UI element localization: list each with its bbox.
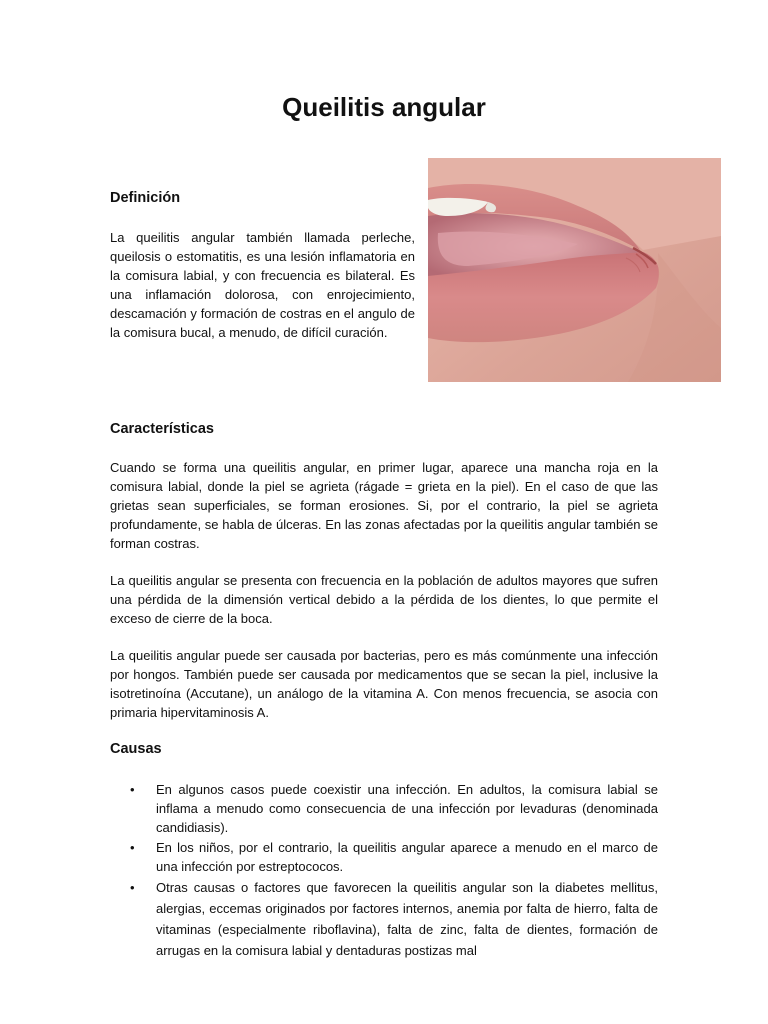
list-item-text: En los niños, por el contrario, la queilitis angular aparece a menudo en el marco de una infección por estreptococos.	[156, 840, 658, 874]
heading-definicion: Definición	[110, 190, 181, 206]
list-item	[110, 780, 658, 837]
bullet-icon: •	[130, 782, 135, 797]
lip-photo	[428, 158, 721, 382]
definicion-paragraph: La queilitis angular también llamada perleche, queilosis o estomatitis, es una lesión inflamatoria en la comisura labial, y con frecuencia es bilateral. Es una inflamación dolorosa, con enrojecimiento, descamación y formación de costras en el angulo de la comisura bucal, a menudo, de difícil curación.	[110, 230, 415, 340]
bullet-icon: •	[130, 880, 135, 895]
heading-caracteristicas: Características	[110, 421, 214, 437]
angular-cheilitis-photo	[428, 158, 721, 382]
bullet-icon: •	[130, 840, 135, 855]
caracteristicas-paragraph-1: Cuando se forma una queilitis angular, en primer lugar, aparece una mancha roja en la comisura labial, donde la piel se agrieta (rágade = grieta en la piel). En el caso de que las grietas sean superficiales, se forman erosiones. Si, por el contrario, la piel se agrieta profundamente, se habla de úlceras. En las zonas afectadas por la queilitis angular también se forman costras.	[110, 460, 658, 551]
caracteristicas-paragraph-3: La queilitis angular puede ser causada por bacterias, pero es más comúnmente una infección por hongos. También puede ser causada por medicamentos que se secan la piel, inclusive la isotretinoína (Accutane), un análogo de la vitamina A. Con menos frecuencia, se asocia con primaria hipervitaminosis A.	[110, 648, 658, 720]
heading-causas: Causas	[110, 741, 162, 757]
list-item	[110, 838, 658, 876]
list-item	[110, 877, 658, 961]
document-title: Queilitis angular	[282, 92, 486, 122]
causas-list	[110, 780, 658, 962]
caracteristicas-paragraph-2: La queilitis angular se presenta con frecuencia en la población de adultos mayores que sufren una pérdida de la dimensión vertical debido a la pérdida de los dientes, lo que permite el exceso de cierre de la boca.	[110, 573, 658, 626]
list-item-text: En algunos casos puede coexistir una infección. En adultos, la comisura labial se inflama a menudo como consecuencia de una infección por levaduras (denominada candidiasis).	[156, 782, 658, 835]
list-item-text: Otras causas o factores que favorecen la queilitis angular son la diabetes mellitus, alergias, eccemas originados por factores internos, anemia por falta de hierro, falta de vitaminas (especialmente riboflavina), falta de zinc, falta de dientes, formación de arrugas en la comisura labial y dentaduras postizas mal	[156, 880, 658, 958]
